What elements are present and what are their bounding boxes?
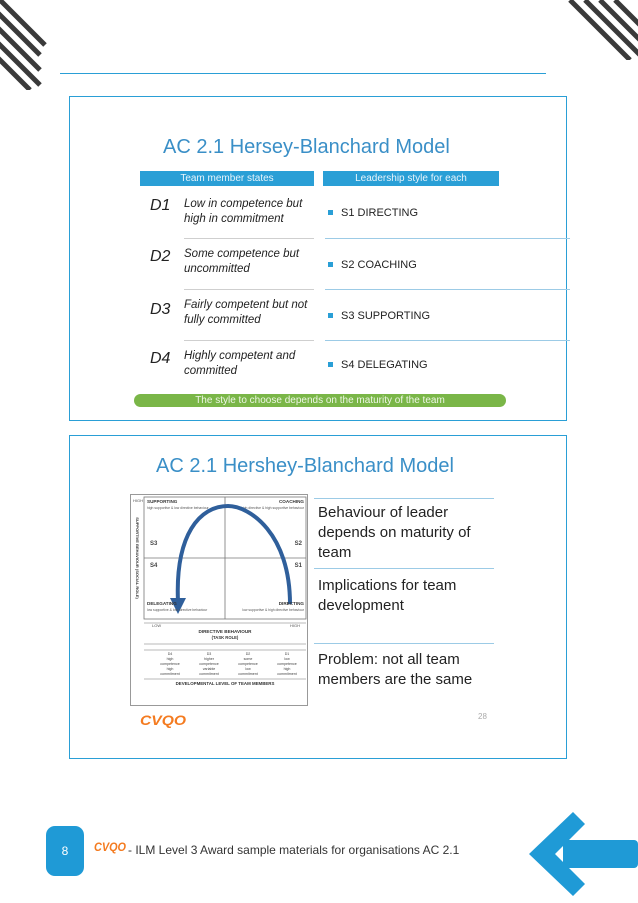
row-divider	[325, 238, 570, 239]
s1-label: S1	[294, 563, 302, 569]
development-code: D3	[150, 301, 171, 318]
dev-level-line: higher	[204, 657, 214, 661]
leadership-style-label: S4 DELEGATING	[341, 359, 428, 371]
point-divider	[314, 498, 494, 499]
dev-level-line: variable	[202, 667, 216, 671]
key-point: Problem: not all team members are the same	[318, 651, 473, 688]
slide-footer-note: The style to choose depends on the maturity of the team	[134, 394, 506, 407]
dev-level-axis-label: DEVELOPMENTAL LEVEL OF TEAM MEMBERS	[175, 681, 275, 686]
dev-level-line: competence	[160, 662, 180, 666]
supporting-title: SUPPORTING	[147, 499, 178, 504]
dev-level-line: competence	[199, 662, 219, 666]
header-rule	[60, 73, 546, 74]
hatch-decoration-top-left	[0, 0, 50, 90]
delegating-sub: low supportive & low directive behaviour	[147, 608, 208, 612]
x-low-label: LOW	[152, 623, 162, 628]
leadership-style	[328, 207, 418, 219]
development-description: Fairly competent but not fully committed	[184, 299, 308, 326]
directing-title: DIRECTING	[278, 601, 304, 606]
point-divider	[314, 568, 494, 569]
dev-level-line: low	[284, 657, 290, 661]
dev-level-line: competence	[238, 662, 258, 666]
dev-level-line: high	[166, 657, 174, 661]
dev-level-line: commitment	[160, 672, 180, 676]
bullet-icon	[328, 210, 333, 215]
dev-level-line: low	[245, 667, 251, 671]
dev-level-line: commitment	[199, 672, 219, 676]
development-code: D2	[150, 248, 171, 265]
row-divider	[184, 289, 314, 290]
dev-level-code: D1	[284, 652, 290, 656]
development-code: D1	[150, 197, 171, 214]
table-row	[140, 293, 500, 341]
y-axis-label: SUPPORTIVE BEHAVIOUR (SOCIAL ROLE)	[135, 517, 140, 599]
hatch-decoration-top-right	[560, 0, 638, 60]
x-high-label: HIGH	[290, 623, 300, 628]
dev-level-line: some	[243, 657, 253, 661]
slide-hershey-blanchard-model	[69, 435, 567, 759]
leadership-style	[328, 359, 428, 371]
slide-number: 28	[478, 712, 487, 721]
slide-hersey-blanchard-table	[69, 96, 567, 421]
column-header-states: Team member states	[140, 171, 314, 186]
row-divider	[325, 289, 570, 290]
s4-label: S4	[150, 563, 158, 569]
footer-text: - ILM Level 3 Award sample materials for organisations AC 2.1	[128, 843, 460, 857]
directing-sub: low supportive & high directive behaviour	[242, 608, 304, 612]
development-code: D4	[150, 350, 171, 367]
x-axis-sub: (TASK ROLE)	[211, 635, 239, 640]
s2-label: S2	[294, 541, 302, 547]
delegating-title: DELEGATING	[147, 601, 177, 606]
dev-level-line: commitment	[238, 672, 258, 676]
diagram-high-left: HIGH	[133, 498, 143, 503]
bullet-icon	[328, 313, 333, 318]
dev-level-line: high	[283, 667, 291, 671]
key-point: Behaviour of leader depends on maturity of team	[318, 504, 471, 561]
leadership-style-label: S3 SUPPORTING	[341, 310, 431, 322]
table-row	[140, 242, 500, 290]
cvqo-logo	[140, 712, 188, 728]
dev-level-code: D4	[167, 652, 173, 656]
dev-level-line: commitment	[277, 672, 297, 676]
leadership-style-label: S2 COACHING	[341, 259, 417, 271]
bullet-icon	[328, 362, 333, 367]
logo-text: CVQO	[140, 712, 187, 728]
key-point: Implications for team development	[318, 577, 457, 614]
row-divider	[184, 340, 314, 341]
slide-title: AC 2.1 Hersey-Blanchard Model	[163, 136, 450, 158]
dev-level-code: D2	[245, 652, 251, 656]
table-row	[140, 191, 500, 239]
table-row	[140, 344, 500, 392]
page-number-badge: 8	[46, 826, 84, 876]
leadership-style	[328, 259, 417, 271]
leadership-style-label: S1 DIRECTING	[341, 207, 419, 219]
dev-level-line: high	[166, 667, 174, 671]
s3-label: S3	[150, 541, 158, 547]
situational-leadership-diagram	[130, 494, 308, 706]
development-description: Highly competent and committed	[184, 350, 296, 377]
column-header-styles: Leadership style for each	[323, 171, 499, 186]
coaching-title: COACHING	[278, 499, 304, 504]
leadership-style	[328, 310, 430, 322]
slide-title: AC 2.1 Hershey-Blanchard Model	[156, 455, 454, 477]
back-arrow-icon[interactable]	[527, 806, 638, 903]
supporting-sub: high supportive & low directive behaviour	[147, 506, 209, 510]
cvqo-logo-footer	[94, 840, 128, 854]
coaching-sub: high directive & high supportive behaviour	[241, 506, 304, 510]
bullet-icon	[328, 262, 333, 267]
development-description: Low in competence but high in commitment	[184, 198, 303, 225]
dev-level-code: D3	[206, 652, 212, 656]
point-divider	[314, 643, 494, 644]
logo-text: CVQO	[94, 840, 127, 854]
row-divider	[184, 238, 314, 239]
development-description: Some competence but uncommitted	[184, 248, 300, 275]
row-divider	[325, 340, 570, 341]
x-axis-label: DIRECTIVE BEHAVIOUR	[198, 629, 252, 634]
dev-level-line: competence	[277, 662, 297, 666]
